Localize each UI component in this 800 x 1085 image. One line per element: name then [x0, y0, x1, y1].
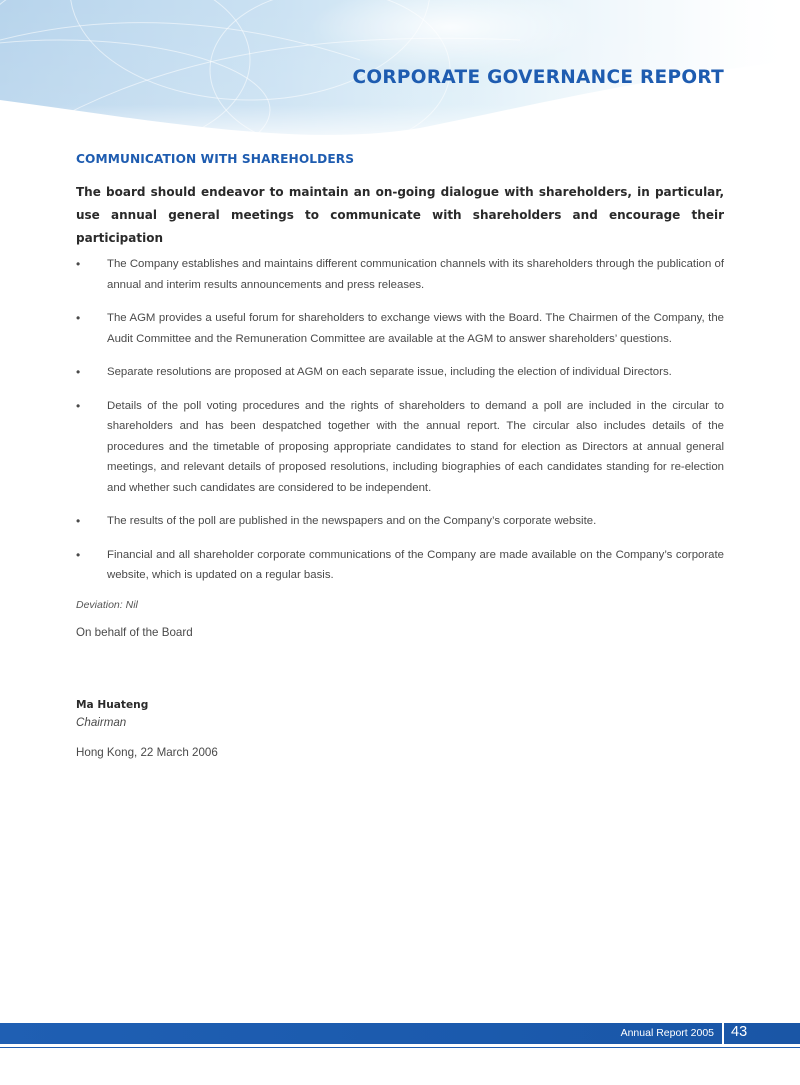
list-item — [76, 545, 724, 586]
list-item-text: The Company establishes and maintains different communication channels with its shareholders through the publication of annual and interim results announcements and press releases. — [107, 258, 724, 291]
list-item-text: The AGM provides a useful forum for shareholders to exchange views with the Board. The Chairmen of the Company, the Audit Committee and the Remuneration Committee are available at the AGM to answer shareholders’ questions. — [107, 312, 724, 345]
bullet-icon: • — [76, 257, 81, 271]
deviation-note: Deviation: Nil — [76, 598, 138, 611]
list-item — [76, 396, 724, 499]
signatory-title: Chairman — [76, 716, 127, 729]
bullet-list — [76, 254, 724, 586]
list-item — [76, 308, 724, 349]
bullet-icon: • — [76, 547, 81, 562]
principle-statement: The board should endeavor to maintain an on-going dialogue with shareholders, in particular, use annual general meetings to communicate with shareholders and encourage their participation — [76, 185, 724, 245]
list-item-text: Details of the poll voting procedures and the rights of shareholders to demand a poll are included in the circular to shareholders and has been despatched together with the annual report. The circular also includes details of the procedures and the timetable of proposing appropriate candidates to stand for election as Directors at annual general meetings, and relevant details of proposed resolutions, including biographies of each candidates standing for re-election and whether such candidates are considered to be independent. — [107, 399, 724, 494]
bullet-icon: • — [76, 514, 81, 528]
on-behalf-text: On behalf of the Board — [76, 626, 193, 639]
list-item-text: Financial and all shareholder corporate communications of the Company are made available on the Company’s corporate website, which is updated on a regular basis. — [107, 548, 724, 581]
signatory-name: Ma Huateng — [76, 699, 149, 711]
list-item-text: Separate resolutions are proposed at AGM on each separate issue, including the election of individual Directors. — [107, 366, 672, 378]
report-title: CORPORATE GOVERNANCE REPORT — [352, 67, 724, 88]
list-item-text: The results of the poll are published in the newspapers and on the Company’s corporate website. — [107, 515, 597, 527]
list-item — [76, 511, 724, 532]
bullet-icon: • — [76, 365, 81, 379]
bullet-icon: • — [76, 398, 81, 413]
footer-rule — [0, 1047, 800, 1048]
list-item — [76, 362, 724, 383]
footer-report-label: Annual Report 2005 — [620, 1027, 714, 1039]
main-content — [76, 152, 724, 611]
footer-divider — [722, 1022, 724, 1045]
page-number: 43 — [731, 1024, 748, 1040]
list-item — [76, 254, 724, 295]
bullet-icon: • — [76, 311, 81, 325]
section-heading: COMMUNICATION WITH SHAREHOLDERS — [76, 152, 355, 166]
place-date: Hong Kong, 22 March 2006 — [76, 746, 218, 759]
